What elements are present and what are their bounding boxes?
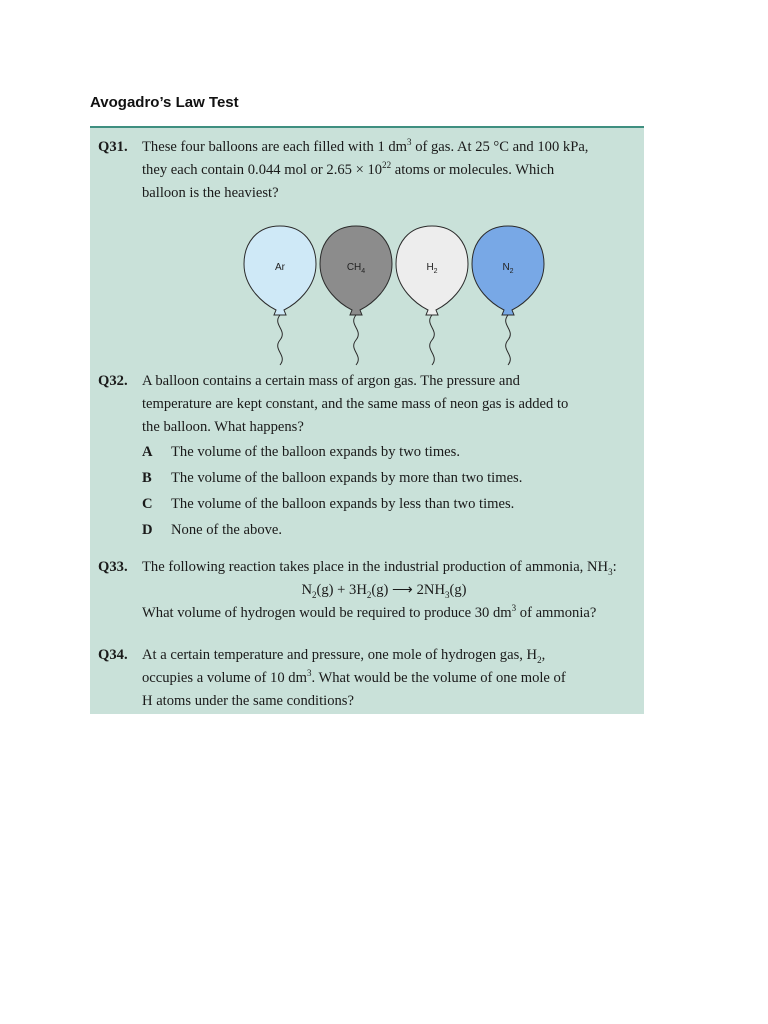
question-panel [90, 126, 644, 714]
chemical-equation: $N_2(g) + 3H_2(g)$ ⟶ $2NH_3(g)$ [301, 582, 467, 600]
answer-option-c [142, 491, 638, 517]
question-number: Q31. [98, 139, 128, 155]
option-letter: C [142, 496, 153, 512]
balloon-string [354, 315, 359, 365]
question-text-line: balloon is the heaviest? [142, 185, 279, 201]
answer-option-d [142, 517, 638, 543]
option-text: None of the above. [171, 522, 283, 538]
question-32 [98, 370, 638, 543]
balloon-nitrogen [472, 226, 544, 365]
balloon-label-subscript: 2 [433, 268, 438, 275]
question-number: Q32. [98, 373, 128, 389]
question-33 [98, 556, 638, 625]
balloon-argon [244, 226, 316, 365]
question-number: Q34. [98, 647, 128, 663]
balloon-string [506, 315, 511, 365]
question-31 [98, 136, 638, 275]
question-text-line: they each contain 0.044 mol or $2.65 \times 10^{22}$ atoms or molecules. Which [142, 160, 555, 178]
balloon-label: CH [346, 262, 362, 273]
question-text-line: What volume of hydrogen would be required to produce 30 $dm^3$ of ammonia? [142, 603, 597, 621]
question-text-line: H atoms under the same conditions? [142, 693, 354, 709]
balloon-string [278, 315, 283, 365]
answer-option-b [142, 465, 638, 491]
question-number: Q33. [98, 559, 128, 575]
option-text: The volume of the balloon expands by more than two times. [171, 470, 523, 486]
document-title: Avogadro’s Law Test [90, 94, 239, 111]
option-letter: B [142, 470, 152, 486]
question-text-line: The following reaction takes place in the industrial production of ammonia, $NH_3$: [142, 559, 617, 577]
balloon-label-subscript: 2 [509, 268, 514, 275]
question-text-line: A balloon contains a certain mass of argon gas. The pressure and [142, 373, 520, 389]
balloon-methane [320, 226, 392, 365]
option-letter: A [142, 444, 153, 460]
balloon-hydrogen [396, 226, 468, 365]
balloon-string [430, 315, 435, 365]
answer-option-a [142, 439, 638, 465]
balloon-label: N [502, 262, 510, 273]
balloons-illustration [98, 222, 638, 382]
question-text-line: These four balloons are each filled with 1 $dm^3$ of gas. At 25 °C and 100 kPa, [142, 137, 589, 155]
question-text-line: temperature are kept constant, and the same mass of neon gas is added to [142, 396, 569, 412]
option-letter: D [142, 522, 153, 538]
option-text: The volume of the balloon expands by two times. [171, 444, 460, 460]
balloon-label-subscript: 4 [361, 268, 366, 275]
question-text-line: occupies a volume of 10 $dm^3$. What would be the volume of one mole of [142, 668, 566, 686]
question-34 [98, 644, 638, 713]
option-text: The volume of the balloon expands by less than two times. [171, 496, 515, 512]
balloon-label: Ar [275, 262, 285, 273]
question-text-line: the balloon. What happens? [142, 419, 304, 435]
svg-text:Ar [275, 262, 286, 273]
question-text-line: At a certain temperature and pressure, one mole of hydrogen gas, $H_2$, [142, 647, 546, 665]
balloon-label: H [426, 262, 434, 273]
